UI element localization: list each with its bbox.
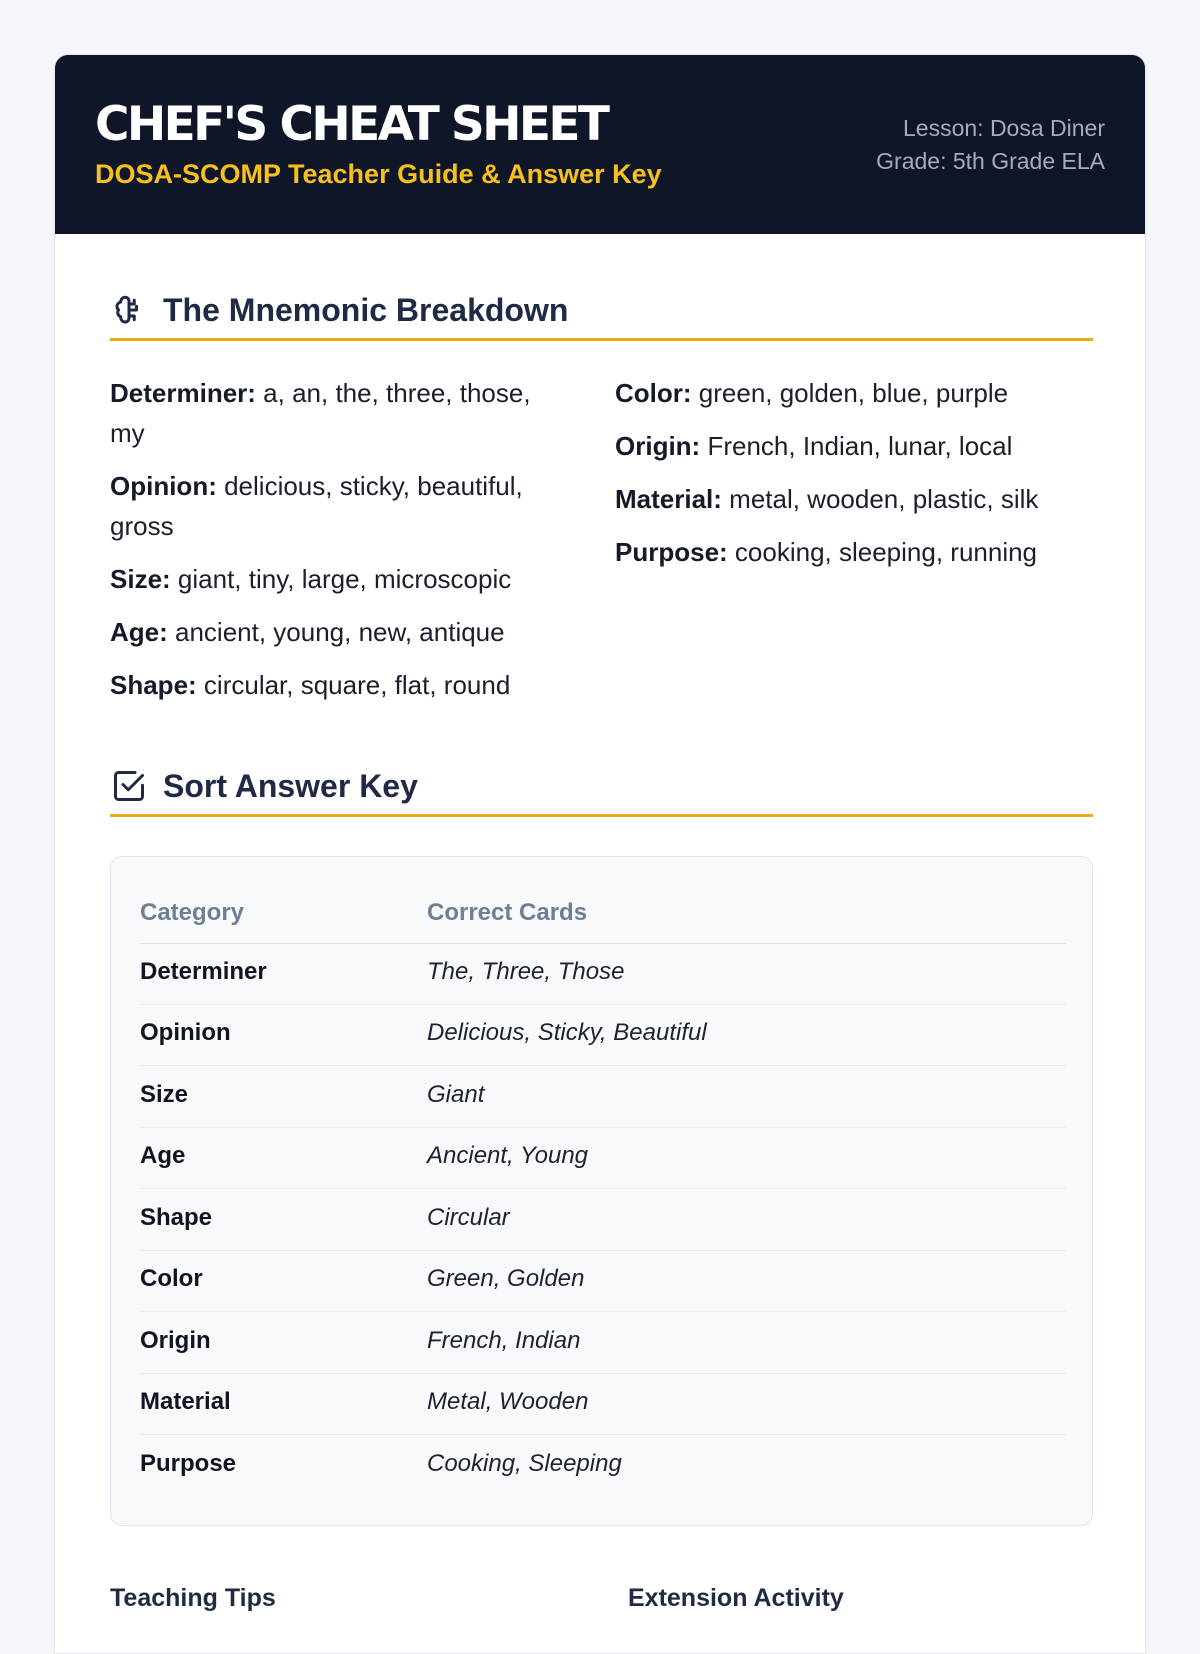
mnemonic-item-determiner: Determiner: a, an, the, three, those, my bbox=[110, 378, 531, 448]
mnemonic-section-heading bbox=[110, 282, 1093, 341]
column-header-correct-cards: Correct Cards bbox=[427, 899, 588, 926]
mnemonic-item-size: Size: giant, tiny, large, microscopic bbox=[110, 564, 512, 594]
mnemonic-heading: The Mnemonic Breakdown bbox=[163, 291, 569, 328]
header-banner bbox=[55, 55, 1145, 234]
table-row: Origin French, Indian bbox=[140, 1313, 1066, 1374]
mnemonic-item-color: Color: green, golden, blue, purple bbox=[615, 378, 1009, 408]
page-title: CHEF'S CHEAT SHEET bbox=[95, 97, 608, 152]
table-row: Age Ancient, Young bbox=[140, 1128, 1066, 1189]
answer-key-section-heading bbox=[110, 758, 1093, 817]
mnemonic-item-age: Age: ancient, young, new, antique bbox=[110, 617, 505, 647]
table-header bbox=[140, 885, 1066, 944]
table-row: Purpose Cooking, Sleeping bbox=[140, 1450, 622, 1477]
lesson-label: Lesson: Dosa Diner bbox=[903, 115, 1105, 141]
mnemonic-item-purpose: Purpose: cooking, sleeping, running bbox=[615, 537, 1038, 567]
answer-key-heading: Sort Answer Key bbox=[163, 767, 418, 804]
table-row: Shape Circular bbox=[140, 1190, 1066, 1251]
grade-label: Grade: 5th Grade ELA bbox=[876, 148, 1105, 174]
brain-icon bbox=[110, 292, 147, 329]
mnemonic-item-shape: Shape: circular, square, flat, round bbox=[110, 670, 511, 700]
cheat-sheet-card bbox=[54, 54, 1146, 1654]
table-row: Determiner The, Three, Those bbox=[140, 944, 1066, 1005]
table-row: Opinion Delicious, Sticky, Beautiful bbox=[140, 1005, 1066, 1066]
extension-activity-heading: Extension Activity bbox=[628, 1584, 844, 1612]
teaching-tips-heading: Teaching Tips bbox=[110, 1584, 276, 1612]
column-header-category: Category bbox=[140, 899, 245, 926]
table-row: Material Metal, Wooden bbox=[140, 1374, 1066, 1435]
mnemonic-column-right bbox=[615, 373, 1093, 585]
table-row: Color Green, Golden bbox=[140, 1251, 1066, 1312]
mnemonic-item-opinion: Opinion: delicious, sticky, beautiful, gross bbox=[110, 471, 523, 541]
mnemonic-item-material: Material: metal, wooden, plastic, silk bbox=[615, 484, 1039, 514]
lesson-meta bbox=[876, 112, 1105, 178]
answer-key-table bbox=[110, 856, 1093, 1526]
mnemonic-item-origin: Origin: French, Indian, lunar, local bbox=[615, 431, 1013, 461]
checkbox-icon bbox=[110, 768, 147, 805]
mnemonic-column-left bbox=[110, 373, 570, 718]
table-row: Size Giant bbox=[140, 1067, 1066, 1128]
page-subtitle: DOSA-SCOMP Teacher Guide & Answer Key bbox=[95, 159, 662, 189]
